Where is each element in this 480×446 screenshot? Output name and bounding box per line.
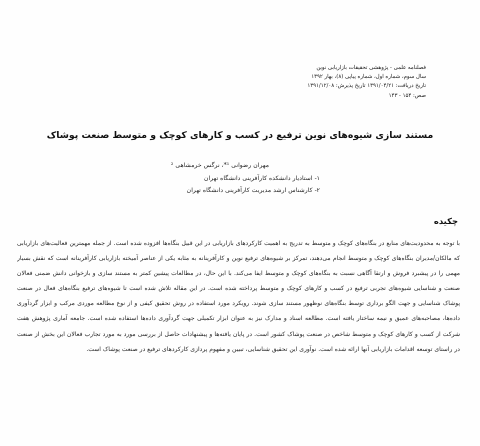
abstract-line: ارائه شده است. نوآوری این تحقیق شناسایی، تبیین و مفهوم پردازی کارکردهای ترفیع در صنعت پوشاک است. [86, 345, 360, 353]
abstract-line: پژوهش هفت شرکت از کسب و کارهای کوچک و متوسط شاخص در صنعت پوشاک کشور است. در پایان یافته‌ها و [17, 315, 460, 338]
journal-info [216, 64, 426, 101]
journal-dates: تاریخ دریافت: ۱۳۹۱/۰۴/۲۱ تاریخ پذیرش: ۱۳۹۱/۱۲/۰۸ [307, 83, 426, 90]
abstract-line: مطالعات پیشین کمتر به مستند سازی و بازخوانی دانش ضمنی فعالان صنعت و شناسایی شیوه‌های تجربی ترفیع در کسب [17, 270, 460, 293]
paper-title: مستند سازی شیوه‌های نوین ترفیع در کسب و کارهای کوچک و متوسط صنعت پوشاک [46, 130, 434, 141]
author-names: مهران رضوانی ¹*، نرگس خرمشاهی ² [170, 162, 270, 169]
abstract-line: روش تحقیق کیفی و از نوع مطالعه موردی مرکب و ابزار گردآوری داده‌ها، مصاحبه‌های عمیق و نیمه ساختار یافته [17, 300, 460, 323]
abstract-line: با توجه به محدودیت‌های منابع در بنگاه‌های کوچک و متوسط به تدریج به اهمیت کارکردهای بازاریابی در این قبیل [179, 240, 460, 247]
abstract-line: و کارهای کوچک و متوسط پرداخته شده است. در این مقاله تلاش شده است تا شیوه‌های ترفیع بنگاه‌های فعال در [32, 285, 328, 293]
journal-issue: سال سوم، شماره اول، شماره پیاپی (۸)، بهار ۱۳۹۲ [311, 74, 426, 81]
journal-pages: صص: ۱۵۴ - ۱۴۳ [388, 92, 426, 99]
abstract-heading: چکیده [433, 216, 458, 226]
affiliation-1: ۱- استادیار دانشکده کارآفرینی دانشگاه تهران [203, 174, 320, 182]
affiliation-2: ۲- کارشناس ارشد مدیریت کارآفرینی دانشگاه تهران [186, 186, 320, 194]
journal-name: فصلنامه علمی - پژوهشی تحقیقات بازاریابی نوین [316, 65, 426, 71]
abstract-line: پیشنهادات حاصل از بررسی مورد به مورد تجارب فعالان این بخش از صنعت در راستای توسعه اقدامات بازاریابی آنها [17, 330, 460, 353]
authors-block [120, 160, 320, 196]
abstract-body [17, 236, 460, 357]
abstract-line: بسیار مهمی را در پیشبرد فروش و ارتقا آگاهی نسبت به بنگاه‌های کوچک و متوسط ایفا می‌کند. با این حال، در [17, 255, 460, 278]
abstract-line: می‌دهند، تمرکز بر شیوه‌های ترفیع نوین و کارآفرینانه به مثابه یکی از عناصر آمیخته بازاریابی کارآفرینانه است که نقش [30, 255, 331, 263]
abstract-line: است. مطالعه اسناد و مدارک نیز به عنوان ابزار تکمیلی جهت گردآوری داده‌ها استفاده شده است. جامعه آماری [50, 315, 341, 323]
abstract-line: صنعت پوشاک شناسایی و جهت الگو برداری توسط بنگاه‌های نوظهور مستند سازی شوند. رویکرد مورد استفاده در [17, 285, 460, 308]
abstract-line: بنگاه‌ها افزوده شده است. از جمله مهمترین فعالیت‌های بازاریابی که مالکان/مدیران بنگاه‌های کوچک و متوسط انجام [17, 240, 460, 263]
